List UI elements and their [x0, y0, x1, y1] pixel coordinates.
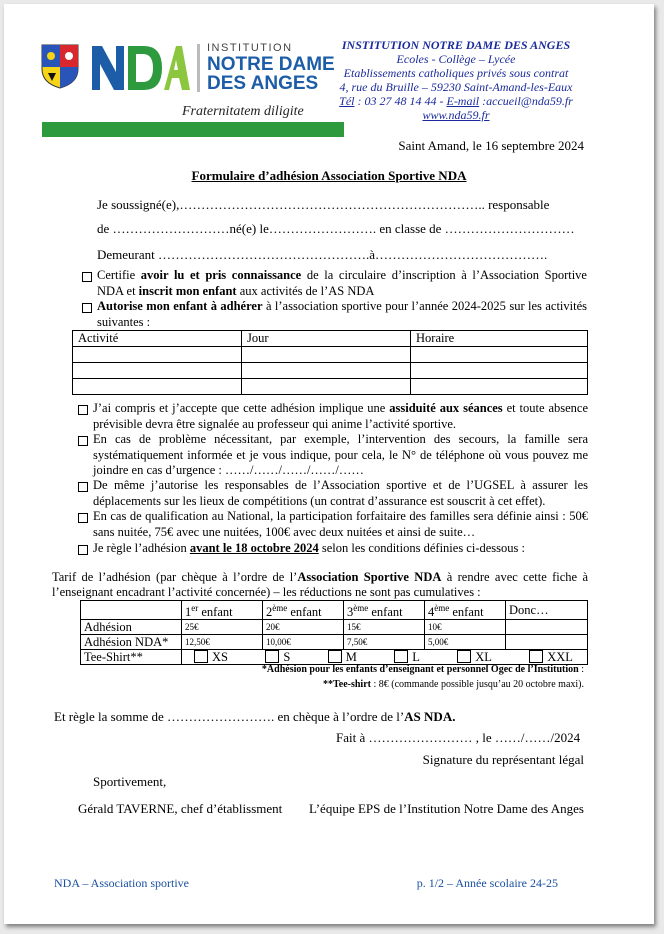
footer-right: p. 1/2 – Année scolaire 24-25 [416, 876, 558, 890]
tarif-row-adhesion-nda [81, 635, 588, 650]
size-option-xl[interactable]: XL [457, 650, 492, 664]
tarif-text-1: Tarif de l’adhésion (par chèque à l’ordre de l’ [52, 570, 298, 584]
table-row[interactable] [73, 347, 588, 363]
item-certifie [97, 268, 587, 299]
price-cell: 5,00€ [425, 635, 506, 650]
row-label: Adhésion [81, 620, 182, 635]
certifie-text-3: de la circulaire d’inscription à l’Association Sportive NDA et [97, 268, 587, 298]
institution-info [326, 38, 586, 122]
tarif-intro [52, 570, 588, 600]
compris-text-3: et toute absence prévisible devra être signalée au professeur qui anime l’activité sportive. [93, 401, 588, 431]
field-line-address[interactable]: Demeurant ………………………………………….à…………………………………. [97, 247, 548, 262]
checkbox-autorise[interactable] [82, 303, 92, 313]
regle-text-1: Je règle l’adhésion [93, 541, 190, 555]
size-option-l[interactable]: L [394, 650, 420, 664]
row-label: Tee-Shirt** [81, 650, 182, 665]
price-cell: 12,50€ [182, 635, 263, 650]
signatory-eps: L’équipe EPS de l’Institution Notre Dame des Anges [308, 801, 584, 816]
table-cell[interactable] [411, 379, 588, 395]
price-cell: 25€ [182, 620, 263, 635]
institution-levels: Ecoles - Collège – Lycée [396, 52, 516, 66]
nda-logo [90, 42, 190, 94]
donc-cell[interactable] [506, 620, 588, 635]
institution-type: Etablissements catholiques privés sous contrat [343, 66, 569, 80]
certifie-text-2: avoir lu et pris connaissance [140, 268, 302, 282]
checkbox-compris[interactable] [78, 405, 88, 415]
signature-label: Signature du représentant légal [422, 752, 584, 767]
item-national [93, 509, 588, 540]
size-option-xxl[interactable]: XXL [529, 650, 573, 664]
table-cell[interactable] [73, 347, 242, 363]
institution-contact [326, 94, 586, 108]
checkbox-regle[interactable] [78, 545, 88, 555]
document-page [4, 4, 654, 924]
col-donc: Donc… [506, 601, 588, 620]
checkbox-responsables[interactable] [78, 482, 88, 492]
signatory-chef: Gérald TAVERNE, chef d’établissment [78, 801, 283, 816]
payment-line[interactable]: Et règle la somme de ……………………. en chèque à l’ordre de l’AS NDA. [54, 709, 456, 724]
date-line: Saint Amand, le 16 septembre 2024 [398, 138, 584, 153]
col-horaire: Horaire [411, 331, 588, 347]
probleme-text: En cas de problème nécessitant, par exemple, l’intervention des secours, la famille sera systématiquement informée et je vous indique, pour cela, le N° de téléphone où vous pouvez me joindre en cas d’urgence : ……/……/……/……/…… [93, 432, 588, 477]
institution-title: INSTITUTION NOTRE DAME DES ANGES [341, 38, 571, 52]
responsables-text: De même j’autorise les responsables de l’Association sportive et de l’UGSEL à assurer les déplacements sur les lieux de compétitions (un contrat d’assurance est souscrit à cet effet). [93, 478, 588, 508]
checkbox-certifie[interactable] [82, 272, 92, 282]
checkbox-probleme[interactable] [78, 436, 88, 446]
row-label: Adhésion NDA* [81, 635, 182, 650]
item-regle [93, 541, 588, 557]
col-enfant-1: 1er enfant [182, 601, 263, 620]
table-row[interactable] [73, 379, 588, 395]
price-cell: 20€ [263, 620, 344, 635]
size-checkbox[interactable] [457, 650, 471, 663]
checkbox-national[interactable] [78, 513, 88, 523]
autorise-text-2: à l’association sportive pour l’année 2024-2025 sur les activités suivantes : [97, 299, 587, 329]
email-label: E-mail [446, 94, 480, 108]
tarif-text-3: à rendre avec cette fiche à l’enseignant encadrant l’activité concernée) – les réductions ne sont pas cumulatives : [52, 570, 588, 599]
website-link[interactable]: www.nda59.fr [422, 108, 490, 122]
logo-divider [197, 44, 200, 92]
motto: Fraternitatem diligite [182, 104, 304, 119]
tarif-table [80, 600, 588, 665]
size-option-m[interactable]: M [328, 650, 357, 664]
table-cell[interactable] [242, 363, 411, 379]
green-header-bar [42, 122, 344, 137]
national-text: En cas de qualification au National, la participation forfaitaire des familles sera définie ainsi : 50€ sans nuitée, 75€ avec une nuitées, 100€ avec deux nuitées et ainsi de suite… [93, 509, 588, 539]
crest-logo [40, 43, 80, 89]
size-option-s[interactable]: S [265, 650, 290, 664]
compris-text-1: J’ai compris et j’accepte que cette adhésion implique une [93, 401, 390, 415]
col-enfant-4: 4ème enfant [425, 601, 506, 620]
tarif-row-adhesion [81, 620, 588, 635]
certifie-text-5: aux activités de l’AS NDA [236, 283, 375, 298]
price-cell: 10€ [425, 620, 506, 635]
activities-table [72, 330, 588, 395]
item-compris [93, 401, 588, 432]
regle-deadline: avant le 18 octobre 2024 [189, 541, 319, 555]
logo-name-line2: DES ANGES [207, 73, 319, 94]
compris-text-2: assiduité aux séances [389, 401, 503, 415]
price-cell: 7,50€ [344, 635, 425, 650]
tel-label: Tél [339, 94, 355, 108]
size-checkbox[interactable] [265, 650, 279, 663]
table-cell[interactable] [411, 363, 588, 379]
col-enfant-2: 2ème enfant [263, 601, 344, 620]
size-option-xs[interactable]: XS [194, 650, 228, 664]
table-cell[interactable] [242, 347, 411, 363]
col-activite: Activité [73, 331, 242, 347]
note-teeshirt: **Tee-shirt : 8€ (commande possible jusqu’au 20 octobre maxi). [323, 679, 584, 690]
note-adhesion-nda: *Adhésion pour les enfants d’enseignant et personnel Ogec de l’Institution : [261, 664, 584, 675]
sportivement: Sportivement, [93, 774, 167, 789]
logo-institution-word: INSTITUTION [207, 42, 293, 54]
size-checkbox[interactable] [529, 650, 543, 663]
logo-name-line1: NOTRE DAME [207, 54, 335, 75]
size-checkbox[interactable] [394, 650, 408, 663]
table-cell[interactable] [242, 379, 411, 395]
tarif-row-teeshirt [81, 650, 588, 665]
footer-left: NDA – Association sportive [54, 876, 189, 890]
certifie-text-1: Certifie [97, 268, 141, 282]
table-row[interactable] [73, 363, 588, 379]
size-options [182, 650, 588, 665]
table-cell[interactable] [73, 379, 242, 395]
form-title: Formulaire d’adhésion Association Sportive NDA [191, 168, 467, 183]
tarif-text-2: Association Sportive NDA [297, 570, 442, 584]
regle-text-3: selon les conditions définies ci-dessous : [318, 541, 525, 555]
tarif-header-row [81, 601, 588, 620]
field-line-birth[interactable]: de ………………………né(e) le……………………. en classe de ………………………… [97, 221, 575, 236]
institution-address: 4, rue du Bruille – 59230 Saint-Amand-les-Eaux [339, 80, 573, 94]
col-jour: Jour [242, 331, 411, 347]
table-cell[interactable] [73, 363, 242, 379]
certifie-text-4: inscrit mon enfant [138, 283, 237, 298]
item-autorise [97, 299, 587, 330]
size-checkbox[interactable] [194, 650, 208, 663]
email-value[interactable]: :accueil@nda59.fr [479, 94, 573, 108]
col-enfant-3: 3ème enfant [344, 601, 425, 620]
tarif-corner [81, 601, 182, 620]
item-probleme [93, 432, 588, 479]
price-cell: 10,00€ [263, 635, 344, 650]
tel-value: : 03 27 48 14 44 - [354, 94, 447, 108]
field-line-name[interactable]: Je soussigné(e),…………………………………………………………….. responsable [97, 197, 550, 212]
price-cell: 15€ [344, 620, 425, 635]
autorise-text-1: Autorise mon enfant à adhérer [97, 299, 263, 313]
size-checkbox[interactable] [328, 650, 342, 663]
table-header-row [73, 331, 588, 347]
donc-cell[interactable] [506, 635, 588, 650]
table-cell[interactable] [411, 347, 588, 363]
fait-line[interactable]: Fait à …………………… , le ……/……/2024 [336, 730, 581, 745]
institution-website[interactable] [326, 108, 586, 122]
item-responsables [93, 478, 588, 509]
logo-name [207, 55, 335, 93]
